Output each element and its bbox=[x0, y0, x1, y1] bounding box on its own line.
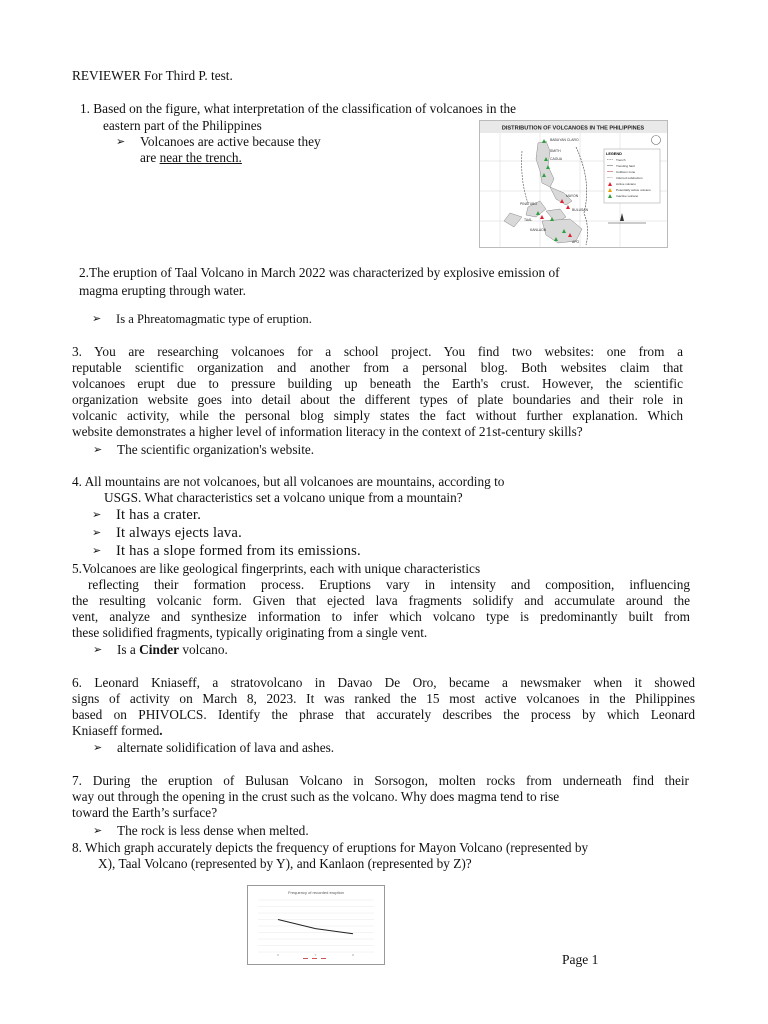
q4-answer-0: ➢ It has a crater. bbox=[116, 507, 201, 523]
q5-line-2: the resulting volcanic form. Given that ejected lava fragments solidify and accumulate around the bbox=[72, 593, 690, 608]
q3-line-3: organization website goes into detail about the different types of plate boundaries and their role in bbox=[72, 392, 683, 407]
map-label-3: PINATUBO bbox=[520, 202, 538, 206]
map-label-2: CAGUA bbox=[550, 157, 563, 161]
q3-line-2: volcanoes erupt due to pressure building up beneath the Earth's crust. However, the scientific bbox=[72, 376, 683, 391]
document-title: REVIEWER For Third P. test. bbox=[72, 68, 233, 83]
map-legend-item-3: Inferred subduction bbox=[616, 176, 643, 180]
q6-paragraph bbox=[72, 675, 695, 739]
q1-answer-line2 bbox=[140, 150, 242, 166]
q4-answer-2: ➢ It has a slope formed from its emissions. bbox=[116, 543, 361, 559]
q2-line1: 2.The eruption of Taal Volcano in March 2022 was characterized by explosive emission of bbox=[79, 265, 560, 280]
q7-paragraph bbox=[72, 773, 689, 821]
map-label-5: MAYON bbox=[566, 194, 579, 198]
chart-legend-swatch-1 bbox=[303, 958, 308, 959]
map-label-6: BULUSAN bbox=[572, 208, 589, 212]
chart-svg bbox=[248, 886, 384, 964]
map-label-7: KANLAON bbox=[530, 228, 547, 232]
map-title: DISTRIBUTION OF VOLCANOES IN THE PHILIPPINES bbox=[501, 125, 645, 132]
map-label-8: APO bbox=[572, 240, 580, 244]
chart-x-tick-label: Z bbox=[352, 953, 354, 957]
volcano-map-figure bbox=[479, 120, 668, 248]
q3-paragraph bbox=[72, 344, 683, 440]
q7-line-2: toward the Earth’s surface? bbox=[72, 805, 218, 820]
map-label-1: SMITH bbox=[550, 149, 561, 153]
q5-line-3: vent, analyze and synthesize information to infer which volcano type is predominantly built from bbox=[72, 609, 690, 624]
map-legend-item-0: Trench bbox=[616, 158, 626, 162]
q5-answer-suffix: volcano. bbox=[179, 642, 228, 657]
agency-logo-icon bbox=[652, 136, 661, 145]
map-legend-item-1: Trending fault bbox=[616, 164, 635, 168]
q5-line-4: these solidified fragments, typically originating from a single vent. bbox=[72, 625, 428, 640]
q1-line1: 1. Based on the figure, what interpretation of the classification of volcanoes in the bbox=[80, 101, 517, 116]
q6-line-1: signs of activity on March 8, 2023. It was ranked the 15 most active volcanoes in the Philippines bbox=[72, 691, 695, 706]
q3-line-1: reputable scientific organization and another from a personal blog. Both websites claim that bbox=[72, 360, 683, 375]
q6-line-2: based on PHIVOLCS. Identify the phrase that accurately describes the process by which Leonard bbox=[72, 707, 695, 722]
q8-line1: 8. Which graph accurately depicts the frequency of eruptions for Mayon Volcano (represented by bbox=[72, 840, 589, 855]
chart-title: Frequency of recorded eruption bbox=[288, 890, 344, 895]
q4-line1: 4. All mountains are not volcanoes, but all volcanoes are mountains, according to bbox=[72, 474, 505, 489]
q5-answer bbox=[117, 642, 228, 658]
q5-line-0: 5.Volcanoes are like geological fingerprints, each with unique characteristics bbox=[72, 561, 481, 576]
q1-answer-underlined: near the trench. bbox=[159, 150, 242, 165]
q3-answer: ➢ The scientific organization's website. bbox=[117, 442, 314, 458]
q6-answer: ➢ alternate solidification of lava and ashes. bbox=[117, 740, 334, 756]
chart-legend-swatch-3 bbox=[321, 958, 326, 959]
q6-line-3 bbox=[72, 723, 695, 739]
q5-paragraph bbox=[72, 577, 690, 641]
q5-answer-prefix: Is a bbox=[117, 642, 140, 657]
q7-line-0: 7. During the eruption of Bulusan Volcano in Sorsogon, molten rocks from underneath find their bbox=[72, 773, 689, 788]
map-legend-title: LEGEND bbox=[606, 152, 622, 156]
map-label-0: BABUYAN CLARO bbox=[550, 138, 579, 142]
q6-last-prefix: Kniaseff formed bbox=[72, 723, 160, 738]
chart-series-line bbox=[278, 920, 353, 934]
map-legend-item-6: Inactive volcano bbox=[616, 194, 639, 198]
q1-line2: eastern part of the Philippines bbox=[103, 118, 262, 133]
q3-line-5: website demonstrates a higher level of information literacy in the context of 21st-century skills? bbox=[72, 424, 583, 439]
q6-last-bold: . bbox=[159, 723, 163, 738]
q6-line-0: 6. Leonard Kniaseff, a stratovolcano in Davao De Oro, became a newsmaker when it showed bbox=[72, 675, 695, 690]
volcano-map-svg bbox=[480, 121, 667, 247]
map-label-4: TAAL bbox=[524, 218, 533, 222]
chart-x-tick-label: X bbox=[276, 953, 280, 957]
q3-line-0: 3. You are researching volcanoes for a school project. You find two websites: one from a bbox=[72, 344, 683, 359]
q4-answer-1: ➢ It always ejects lava. bbox=[116, 525, 242, 541]
q2-line2: magma erupting through water. bbox=[79, 283, 246, 298]
chart-legend-swatch-2 bbox=[312, 958, 317, 959]
q2-answer: ➢ Is a Phreatomagmatic type of eruption. bbox=[116, 311, 312, 327]
chart-x-tick-label: Y bbox=[314, 953, 317, 957]
q3-line-4: volcanic activity, while the personal blog simply states the fact without further explanation. Which bbox=[72, 408, 683, 423]
q5-answer-bold: Cinder bbox=[139, 642, 180, 657]
q1-answer-line1: ➢ Volcanoes are active because they bbox=[140, 134, 321, 150]
page-number: Page 1 bbox=[562, 952, 599, 967]
q5-line-1: reflecting their formation process. Eruptions vary in intensity and composition, influencing bbox=[88, 577, 690, 592]
map-legend-item-2: Collision zone bbox=[616, 170, 636, 174]
map-legend-item-4: Active volcano bbox=[616, 182, 636, 186]
q7-line-1: way out through the opening in the crust such as the volcano. Why does magma tend to rise bbox=[72, 789, 560, 804]
map-legend-item-5: Potentially active volcano bbox=[616, 188, 651, 192]
q1-answer-prefix: are bbox=[140, 150, 160, 165]
q7-answer: ➢ The rock is less dense when melted. bbox=[117, 823, 309, 839]
north-arrow-icon bbox=[620, 213, 624, 221]
q8-line2: X), Taal Volcano (represented by Y), and Kanlaon (represented by Z)? bbox=[98, 856, 472, 871]
q4-line2: USGS. What characteristics set a volcano unique from a mountain? bbox=[104, 490, 463, 505]
eruption-frequency-chart bbox=[247, 885, 385, 965]
